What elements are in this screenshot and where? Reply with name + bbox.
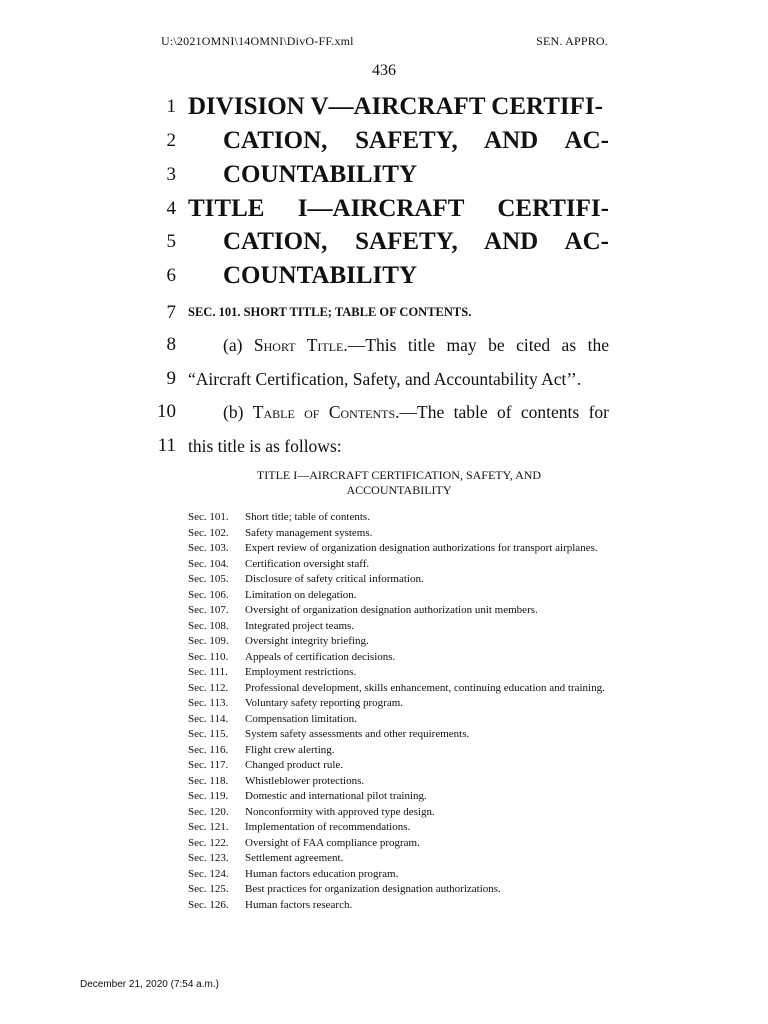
line-number: 9 [166, 368, 176, 389]
toc-entry-title: Best practices for organization designation authorizations. [245, 883, 501, 895]
toc-entry [188, 712, 610, 728]
toc-entry-title: Employment restrictions. [245, 666, 357, 678]
toc-entry-title: Expert review of organization designation authorizations for transport airplanes. [245, 542, 598, 554]
line-number: 7 [166, 302, 176, 323]
division-heading-line1: DIVISION V—AIRCRAFT CERTIFI- [188, 93, 603, 120]
toc-entry-number: Sec. 122. [188, 836, 229, 849]
toc-entry [188, 789, 610, 805]
toc-entry [188, 836, 610, 852]
toc-entry [188, 603, 610, 619]
toc-entry-title: Oversight integrity briefing. [245, 635, 369, 647]
toc-entry-title: Short title; table of contents. [245, 511, 370, 523]
toc-entry [188, 867, 610, 883]
division-heading-line2: CATION, SAFETY, AND AC- [223, 127, 609, 154]
toc-entry [188, 572, 610, 588]
toc-entry [188, 665, 610, 681]
paragraph-b-caption: Table of Contents [252, 402, 396, 422]
toc-entry-number: Sec. 109. [188, 635, 229, 647]
toc-entry-title: Oversight of FAA compliance program. [245, 836, 420, 849]
toc-entry-number: Sec. 125. [188, 883, 229, 895]
paragraph-b-prefix: (b) [223, 402, 253, 422]
toc-entry-number: Sec. 121. [188, 821, 229, 833]
toc-entry [188, 851, 610, 867]
toc-entry [188, 588, 610, 604]
paragraph-b-text: .—The table of contents for [395, 402, 609, 422]
toc-entry-title: Human factors research. [245, 898, 353, 911]
toc-entry-title: Human factors education program. [245, 867, 399, 880]
toc-entry-number: Sec. 105. [188, 573, 229, 585]
toc-entry [188, 557, 610, 573]
toc-entry-title: Appeals of certification decisions. [245, 650, 396, 663]
title-heading-line2: CATION, SAFETY, AND AC- [223, 228, 609, 255]
committee-header: SEN. APPRO. [536, 34, 608, 48]
toc-entry-title: Changed product rule. [245, 759, 344, 771]
toc-entry-number: Sec. 111. [188, 666, 228, 678]
toc-entry-title: Limitation on delegation. [245, 588, 357, 601]
toc-entry-title: Disclosure of safety critical information. [245, 573, 424, 585]
toc-entry-title: Nonconformity with approved type design. [245, 805, 435, 818]
toc-entry-title: System safety assessments and other requirements. [245, 728, 470, 740]
toc-entry [188, 634, 610, 650]
section-heading: SEC. 101. SHORT TITLE; TABLE OF CONTENTS. [188, 305, 472, 319]
toc-entry [188, 650, 610, 666]
toc-entry-title: Whistleblower protections. [245, 774, 365, 787]
toc-entry-number: Sec. 119. [188, 790, 229, 802]
toc-entry [188, 526, 610, 542]
toc-entry-number: Sec. 108. [188, 619, 229, 632]
toc-entry [188, 681, 610, 697]
toc-entry [188, 510, 610, 526]
line-number: 4 [166, 198, 176, 219]
toc-entry-number: Sec. 106. [188, 588, 229, 601]
title-heading-line3: COUNTABILITY [223, 262, 418, 289]
toc-entry [188, 541, 610, 557]
toc-entry-number: Sec. 102. [188, 526, 229, 539]
table-of-contents [188, 510, 610, 913]
paragraph-a-prefix: (a) [223, 335, 254, 355]
line-number: 2 [166, 130, 176, 151]
toc-entry [188, 727, 610, 743]
toc-entry-number: Sec. 117. [188, 759, 229, 771]
line-number: 8 [166, 334, 176, 355]
toc-entry [188, 898, 610, 914]
toc-entry-title: Settlement agreement. [245, 852, 344, 864]
toc-entry-number: Sec. 110. [188, 650, 229, 663]
toc-entry-title: Implementation of recommendations. [245, 821, 411, 833]
file-path-header: U:\2021OMNI\14OMNI\DivO-FF.xml [161, 34, 354, 48]
toc-entry [188, 758, 610, 774]
toc-entry-number: Sec. 112. [188, 681, 229, 694]
toc-entry-title: Certification oversight staff. [245, 557, 370, 570]
line-number: 11 [157, 435, 176, 456]
toc-entry [188, 882, 610, 898]
paragraph-a-line1 [223, 335, 609, 356]
line-number: 3 [166, 164, 176, 185]
toc-entry [188, 619, 610, 635]
page-number: 436 [372, 62, 396, 79]
toc-entry-number: Sec. 103. [188, 542, 229, 554]
paragraph-b-line2: this title is as follows: [188, 436, 342, 456]
paragraph-a-text: .—This title may be cited as the [343, 335, 609, 355]
paragraph-a-caption: Short Title [253, 335, 344, 355]
toc-entry-title: Integrated project teams. [245, 619, 355, 632]
toc-entry-number: Sec. 120. [188, 805, 229, 818]
toc-entry [188, 820, 610, 836]
division-heading-line3: COUNTABILITY [223, 161, 418, 188]
toc-entry-number: Sec. 126. [188, 898, 229, 911]
paragraph-b-line1 [223, 402, 609, 423]
toc-entry [188, 743, 610, 759]
toc-entry-number: Sec. 124. [188, 867, 229, 880]
toc-entry-title: Voluntary safety reporting program. [245, 697, 404, 709]
toc-entry [188, 805, 610, 821]
toc-entry-title: Flight crew alerting. [245, 743, 335, 756]
toc-entry-number: Sec. 116. [188, 743, 229, 756]
toc-title-line1: TITLE I—AIRCRAFT CERTIFICATION, SAFETY, AND [256, 468, 542, 482]
paragraph-a-line2: “Aircraft Certification, Safety, and Accountability Act’’. [188, 369, 582, 389]
toc-title [188, 468, 610, 498]
toc-title-line2: ACCOUNTABILITY [346, 483, 452, 497]
toc-entry-number: Sec. 118. [188, 774, 229, 787]
toc-entry-number: Sec. 101. [188, 511, 229, 523]
toc-entry-title: Professional development, skills enhancement, continuing education and training. [245, 681, 605, 694]
toc-entry-number: Sec. 123. [188, 852, 229, 864]
footer-timestamp: December 21, 2020 (7:54 a.m.) [80, 979, 219, 990]
toc-entry-number: Sec. 107. [188, 604, 229, 616]
title-heading-line1: TITLE I—AIRCRAFT CERTIFI- [188, 195, 609, 222]
toc-entry-number: Sec. 114. [188, 712, 229, 725]
line-number: 6 [166, 265, 176, 286]
toc-entry-number: Sec. 115. [188, 728, 229, 740]
toc-entry [188, 696, 610, 712]
line-number: 10 [157, 401, 176, 422]
toc-entry-title: Compensation limitation. [245, 712, 357, 725]
toc-entry-number: Sec. 104. [188, 557, 229, 570]
line-number: 5 [166, 231, 176, 252]
toc-entry-title: Safety management systems. [245, 526, 373, 539]
toc-entry-number: Sec. 113. [188, 697, 229, 709]
line-number: 1 [166, 96, 176, 117]
toc-entry-title: Oversight of organization designation authorization unit members. [245, 604, 538, 616]
toc-entry [188, 774, 610, 790]
toc-entry-title: Domestic and international pilot training. [245, 790, 427, 802]
